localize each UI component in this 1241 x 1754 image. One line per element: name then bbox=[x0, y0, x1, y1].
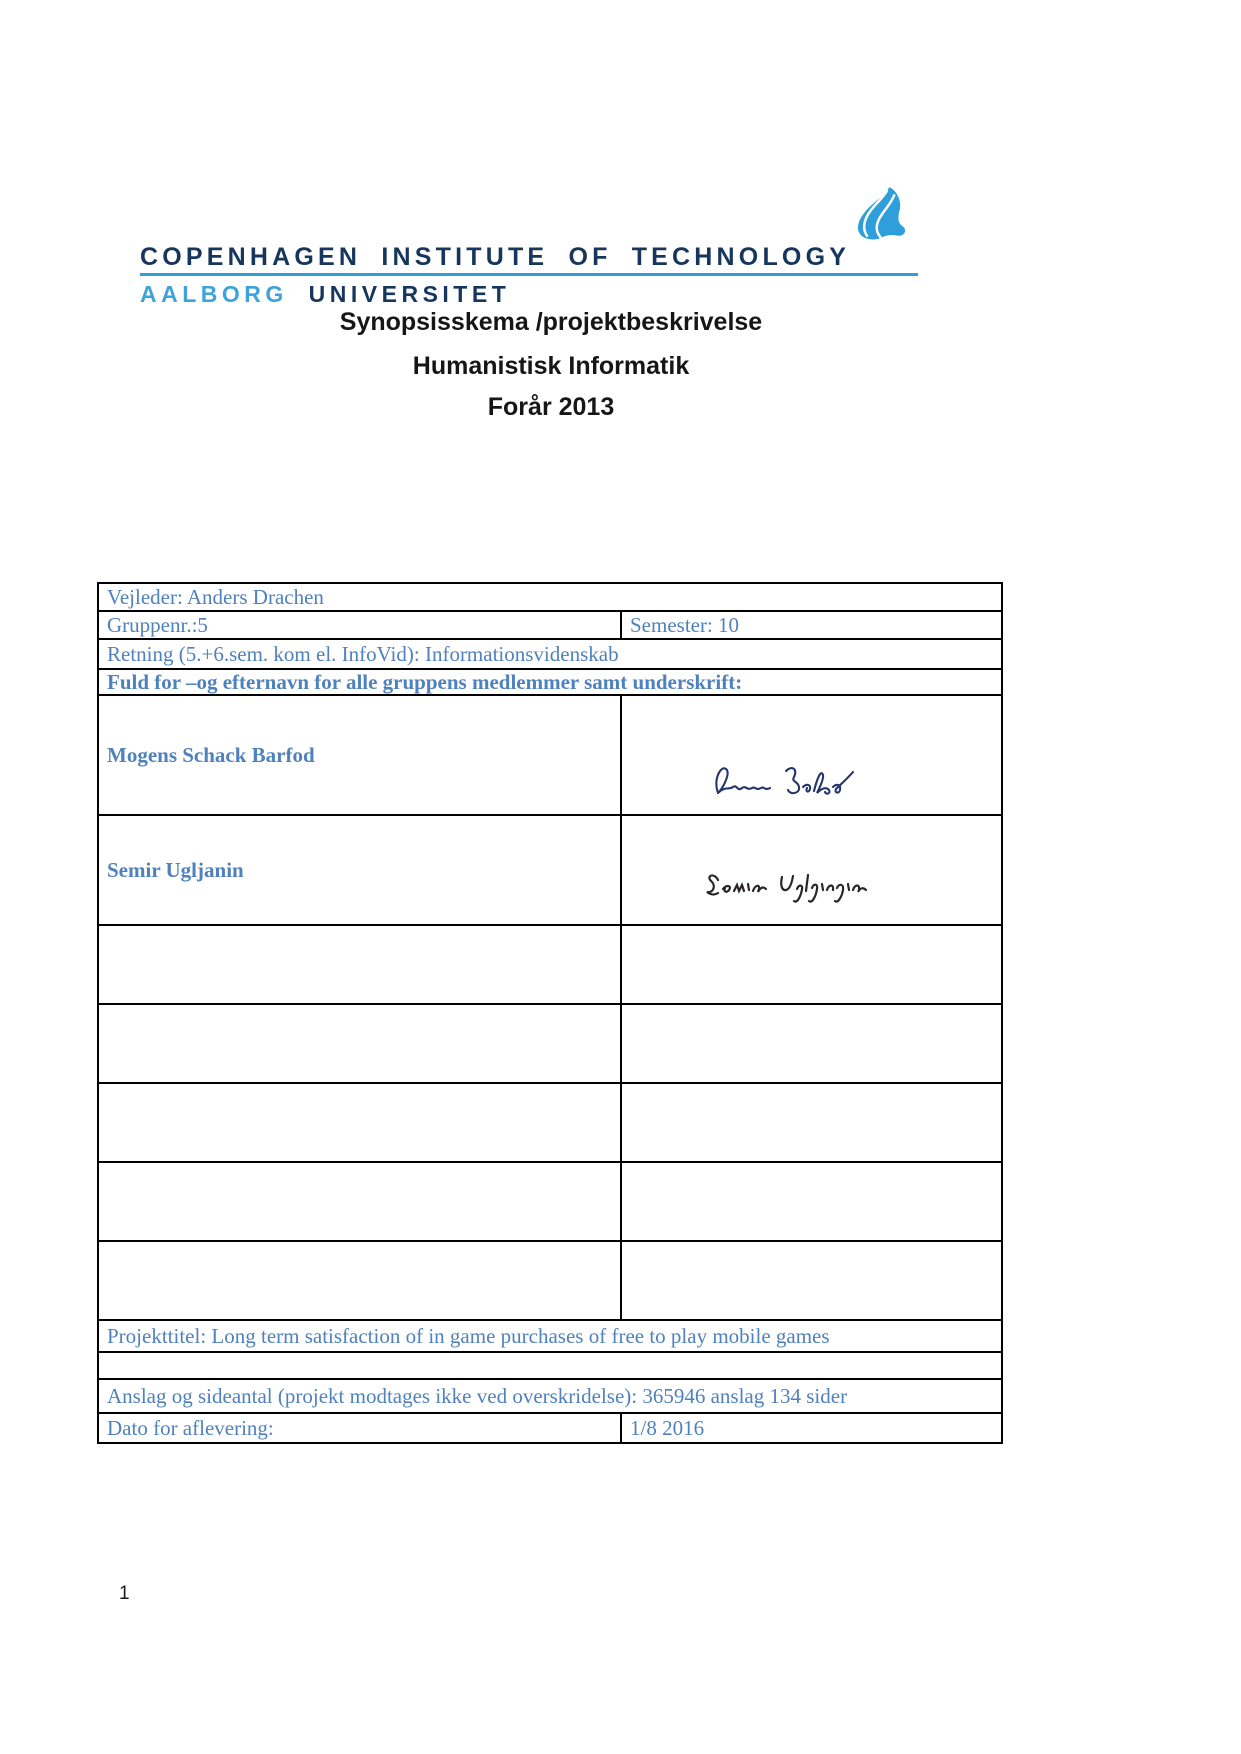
page-number: 1 bbox=[119, 1583, 130, 1604]
table-row-empty-member bbox=[99, 926, 1001, 1005]
empty-signature-cell bbox=[620, 1084, 1001, 1161]
table-row-vejleder bbox=[99, 584, 1001, 612]
signature-semir-icon bbox=[702, 864, 872, 912]
logo-university-name bbox=[140, 281, 510, 308]
table-row-empty-member bbox=[99, 1084, 1001, 1163]
document-term: Forår 2013 bbox=[487, 393, 615, 421]
table-row-empty-thin bbox=[99, 1353, 1001, 1380]
dato-label-cell: Dato for aflevering: bbox=[107, 1415, 274, 1440]
table-row-member bbox=[99, 696, 1001, 816]
projekttitel-cell: Projekttitel: Long term satisfaction of in game purchases of free to play mobile games bbox=[107, 1323, 830, 1348]
signature-mogens-icon bbox=[708, 760, 868, 806]
member-signature-cell bbox=[620, 696, 1001, 814]
empty-name-cell bbox=[99, 926, 620, 1003]
member-signature-cell bbox=[620, 816, 1001, 924]
table-row-empty-member bbox=[99, 1242, 1001, 1321]
table-row-gruppe-semester bbox=[99, 612, 1001, 640]
gruppenr-cell: Gruppenr.:5 bbox=[107, 612, 208, 637]
logo-university-part1: AALBORG bbox=[140, 281, 288, 307]
empty-signature-cell bbox=[620, 1005, 1001, 1082]
table-row-empty-member bbox=[99, 1163, 1001, 1242]
table-row-retning bbox=[99, 640, 1001, 670]
logo-divider-rule bbox=[140, 273, 918, 276]
table-row-dato bbox=[99, 1414, 1001, 1442]
empty-name-cell bbox=[99, 1084, 620, 1161]
table-row-anslag bbox=[99, 1380, 1001, 1414]
document-subtitle: Humanistisk Informatik bbox=[412, 352, 690, 380]
document-title: Synopsisskema /projektbeskrivelse bbox=[339, 308, 763, 336]
empty-name-cell bbox=[99, 1242, 620, 1319]
empty-name-cell bbox=[99, 1163, 620, 1240]
empty-name-cell bbox=[99, 1005, 620, 1082]
logo-university-part2: UNIVERSITET bbox=[308, 281, 511, 307]
empty-thin-cell bbox=[99, 1353, 1001, 1378]
logo-institute-name: COPENHAGEN INSTITUTE OF TECHNOLOGY bbox=[140, 243, 851, 271]
dato-value-cell: 1/8 2016 bbox=[620, 1414, 1001, 1442]
empty-signature-cell bbox=[620, 1242, 1001, 1319]
anslag-cell: Anslag og sideantal (projekt modtages ikke ved overskridelse): 365946 anslag 134 sider bbox=[107, 1383, 848, 1408]
empty-signature-cell bbox=[620, 926, 1001, 1003]
table-row-empty-member bbox=[99, 1005, 1001, 1084]
member-name: Mogens Schack Barfod bbox=[107, 742, 315, 767]
member-name: Semir Ugljanin bbox=[107, 857, 244, 882]
members-header-cell: Fuld for –og efternavn for alle gruppens medlemmer samt underskrift: bbox=[107, 669, 743, 694]
semester-cell: Semester: 10 bbox=[620, 612, 1001, 638]
aau-waves-icon bbox=[846, 186, 910, 242]
table-row-members-header bbox=[99, 670, 1001, 696]
retning-cell: Retning (5.+6.sem. kom el. InfoVid): Informationsvidenskab bbox=[107, 641, 619, 666]
synopsis-form-table bbox=[97, 582, 1003, 1444]
table-row-member bbox=[99, 816, 1001, 926]
empty-signature-cell bbox=[620, 1163, 1001, 1240]
table-row-projekttitel bbox=[99, 1321, 1001, 1353]
vejleder-cell: Vejleder: Anders Drachen bbox=[107, 584, 324, 609]
